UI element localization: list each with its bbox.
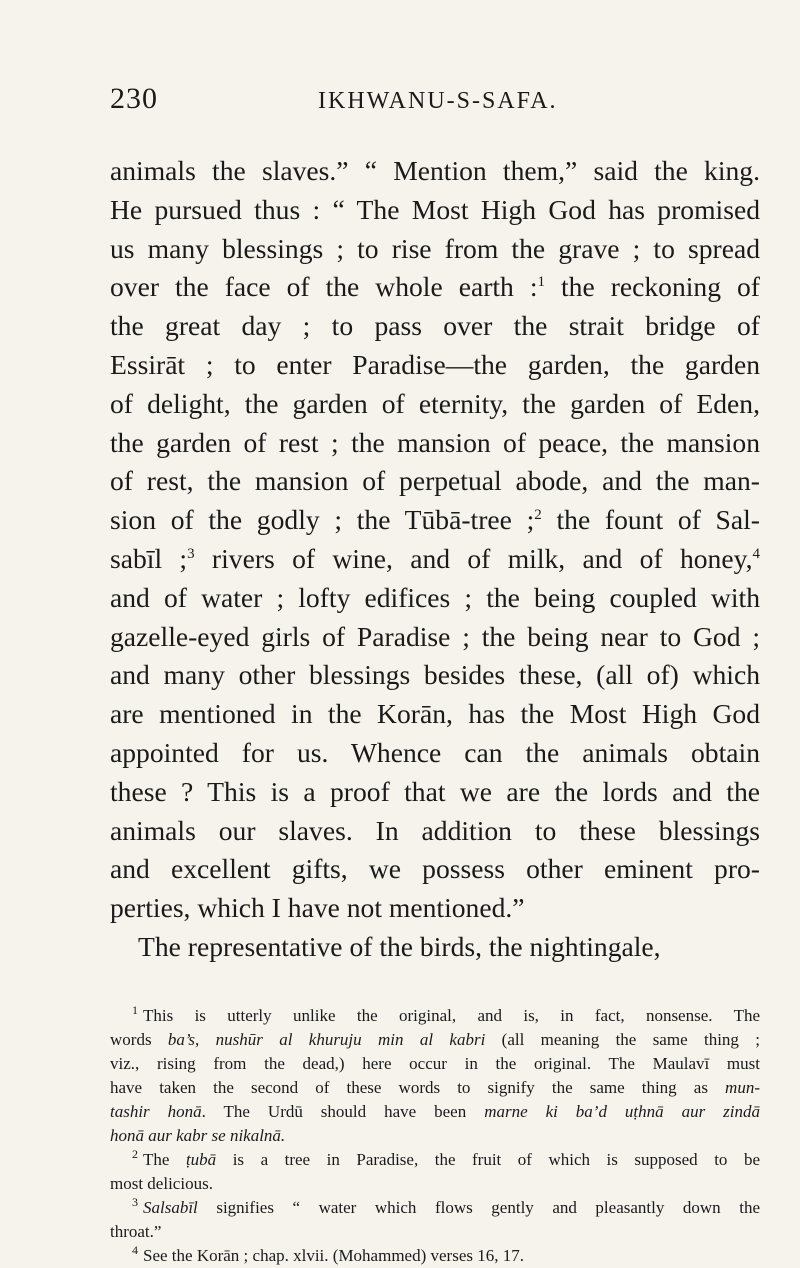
- footnote-1-line: viz., rising from the dead,) here occur in the original. The Maulavī must: [110, 1054, 760, 1073]
- body-line-tail: the fount of Sal-: [541, 504, 760, 536]
- footnote-1-line: [110, 1124, 760, 1148]
- body-line: and excellent gifts, we possess other eminent pro-: [110, 853, 760, 885]
- footnote-text: is a tree in Paradise, the fruit of which is supposed to be: [216, 1150, 760, 1169]
- footnote-text: See the Korān ; chap. xlvii. (Mohammed) verses 16, 17.: [143, 1246, 524, 1265]
- footnote-text: (all meaning the same thing ;: [485, 1030, 760, 1049]
- footnote-text: words: [110, 1030, 168, 1049]
- body-line: animals our slaves. In addition to these blessings: [110, 814, 760, 846]
- running-head: IKHWANU-S-SAFA.: [318, 88, 558, 114]
- footnote-3-line: throat.”: [110, 1222, 162, 1241]
- page-header: [110, 82, 760, 130]
- page-number: 230: [110, 82, 158, 115]
- footnote-text: ,: [195, 1030, 216, 1049]
- footnote-italic: tashir honā: [110, 1102, 202, 1121]
- body-line-text: sabīl ;: [110, 542, 188, 574]
- body-line-text: over the face of the whole earth :: [110, 271, 538, 303]
- footnote-1-line: [110, 1076, 760, 1100]
- body-line-text: sion of the godly ; the Tūbā-tree ;: [110, 504, 535, 536]
- body-line: and many other blessings besides these, (all of) which: [110, 659, 760, 691]
- body-line: The representative of the birds, the nightingale,: [138, 930, 661, 962]
- footnotes: [110, 1004, 760, 1268]
- footnote-ref-3: 3: [187, 545, 195, 562]
- footnote-text: have taken the second of these words to signify the same thing as: [110, 1078, 726, 1097]
- footnote-text: . The Urdū should have been: [201, 1102, 485, 1121]
- body-line: the great day ; to pass over the strait bridge of: [110, 310, 760, 342]
- body-line: gazelle-eyed girls of Paradise ; the being near to God ;: [110, 620, 760, 652]
- body-line: these ? This is a proof that we are the lords and the: [110, 775, 760, 807]
- footnote-italic: Salsabīl: [143, 1198, 198, 1217]
- body-text: [110, 152, 760, 967]
- footnote-text: signifies “ water which flows gently and pleasantly down the: [197, 1198, 760, 1217]
- footnote-2-line: most delicious.: [110, 1174, 213, 1193]
- footnote-italic: nushūr al khuruju min al kabri: [215, 1030, 486, 1049]
- footnote-2: [110, 1148, 760, 1172]
- body-line-tail: rivers of wine, and of milk, and of honey,: [194, 542, 753, 574]
- body-line: appointed for us. Whence can the animals obtain: [110, 736, 760, 768]
- footnote-3: [110, 1196, 760, 1220]
- footnote-1: [110, 1004, 760, 1028]
- footnote-text: This is utterly unlike the original, and is, in fact, nonsense. The: [143, 1006, 760, 1025]
- body-line: are mentioned in the Korān, has the Most High God: [110, 698, 760, 730]
- footnote-italic: ṭubā: [185, 1150, 217, 1169]
- footnote-ref-2: 2: [534, 506, 542, 523]
- body-line: the garden of rest ; the mansion of peace, the mansion: [110, 426, 760, 458]
- footnote-italic: honā aur kabr se nikalnā.: [110, 1126, 286, 1145]
- body-line: [110, 268, 760, 307]
- footnote-1-line: [110, 1028, 760, 1052]
- body-line: Essirāt ; to enter Paradise—the garden, the garden: [110, 348, 760, 380]
- body-line: [110, 540, 760, 579]
- footnote-mark: 1: [132, 1003, 138, 1018]
- body-line: He pursued thus : “ The Most High God has promised: [110, 193, 760, 225]
- body-line: [110, 501, 760, 540]
- footnote-italic: mun-: [725, 1078, 760, 1097]
- footnote-mark: 4: [132, 1243, 138, 1258]
- footnote-italic: marne ki ba’d uṭhnā aur zindā: [484, 1102, 760, 1121]
- body-line-tail: the reckoning of: [545, 271, 760, 303]
- body-line: animals the slaves.” “ Mention them,” said the king.: [110, 155, 760, 186]
- body-line: and of water ; lofty edifices ; the being coupled with: [110, 581, 760, 613]
- footnote-4: [110, 1244, 760, 1268]
- body-line: of delight, the garden of eternity, the garden of Eden,: [110, 387, 760, 419]
- footnote-mark: 2: [132, 1147, 138, 1162]
- footnote-ref-1: 1: [537, 274, 546, 291]
- footnote-italic: ba’s: [167, 1030, 195, 1049]
- body-line: perties, which I have not mentioned.”: [110, 892, 525, 924]
- footnote-1-line: [110, 1100, 760, 1124]
- footnote-mark: 3: [132, 1195, 138, 1210]
- footnote-text: The: [143, 1150, 186, 1169]
- body-line: us many blessings ; to rise from the grave ; to spread: [110, 232, 760, 264]
- footnote-ref-4: 4: [752, 545, 760, 562]
- body-line: of rest, the mansion of perpetual abode, and the man-: [110, 465, 760, 497]
